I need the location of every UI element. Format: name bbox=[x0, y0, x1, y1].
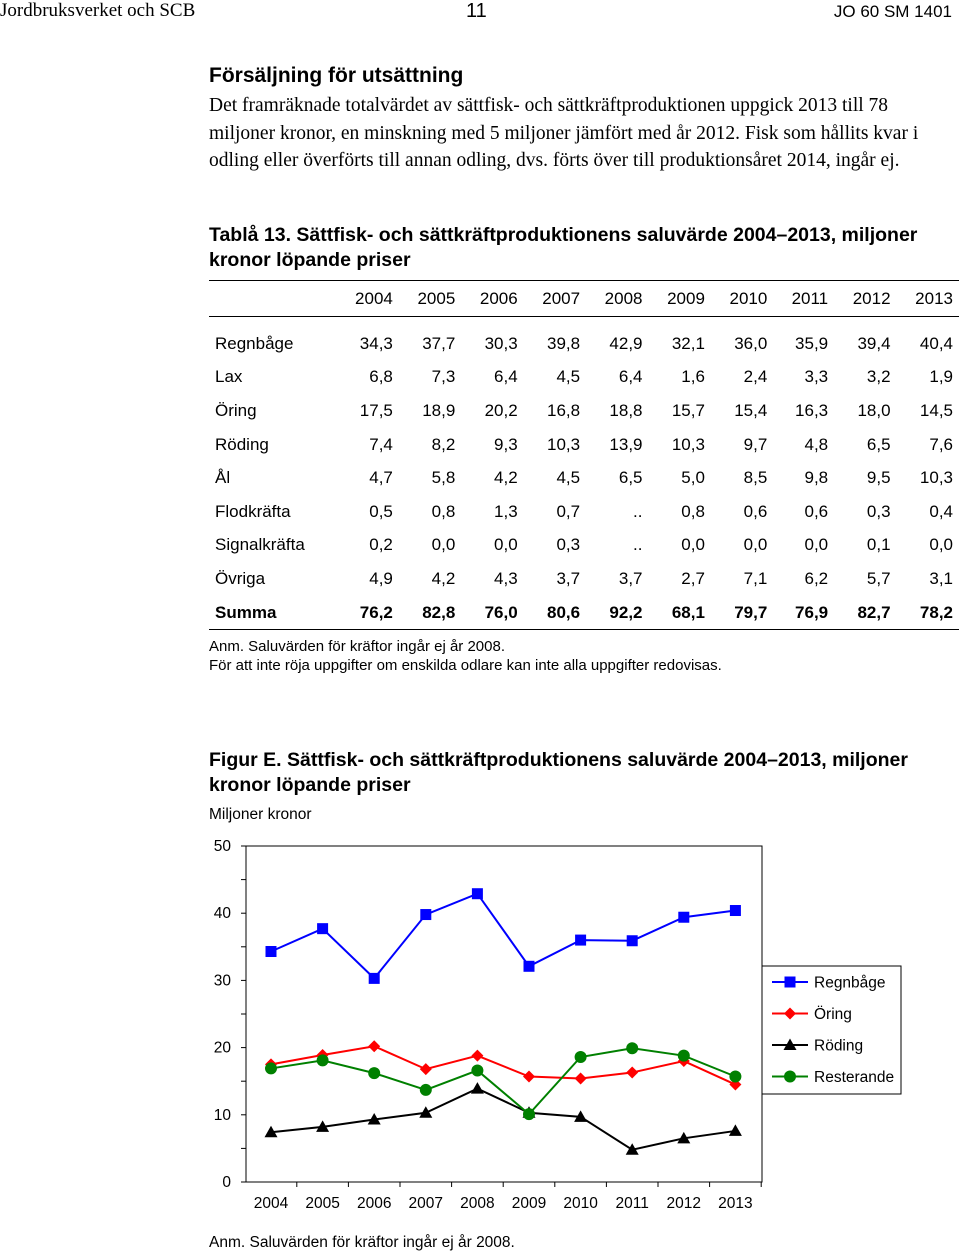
table-cell: 9,8 bbox=[804, 468, 829, 488]
legend-marker-regnbåge bbox=[785, 977, 796, 988]
table-header-year: 2005 bbox=[399, 281, 461, 317]
table-cell: 10,3 bbox=[547, 434, 581, 454]
row-label: Övriga bbox=[215, 568, 266, 588]
table-cell: .. bbox=[633, 535, 643, 555]
table-cell: 0,4 bbox=[929, 501, 953, 521]
legend-label-öring: Öring bbox=[814, 1006, 852, 1023]
table-cell: 37,7 bbox=[422, 333, 456, 353]
table-cell: 18,8 bbox=[609, 400, 643, 420]
table-cell: 5,0 bbox=[681, 468, 705, 488]
table-cell: 6,5 bbox=[866, 434, 891, 454]
row-label: Röding bbox=[215, 434, 269, 454]
table-cell: 9,3 bbox=[494, 434, 518, 454]
table-cell: 6,5 bbox=[618, 468, 643, 488]
x-tick-label: 2007 bbox=[408, 1195, 444, 1212]
y-axis-unit: Miljoner kronor bbox=[209, 806, 312, 823]
data-point-regnbåge bbox=[627, 935, 638, 946]
data-point-öring bbox=[420, 1063, 432, 1075]
table-cell: 30,3 bbox=[484, 333, 518, 353]
table-cell: 4,8 bbox=[804, 434, 829, 454]
table-cell: 4,9 bbox=[369, 568, 393, 588]
table-cell: 3,7 bbox=[618, 568, 643, 588]
table-cell: 39,8 bbox=[547, 333, 581, 353]
data-point-regnbåge bbox=[369, 973, 380, 984]
x-tick-label: 2013 bbox=[718, 1195, 753, 1212]
data-point-röding bbox=[471, 1082, 484, 1094]
row-label: Regnbåge bbox=[215, 333, 294, 353]
table-cell: 6,2 bbox=[804, 568, 829, 588]
table-cell: 4,5 bbox=[556, 468, 581, 488]
data-point-öring bbox=[471, 1050, 483, 1062]
row-label: Ål bbox=[215, 468, 231, 488]
data-point-resterande bbox=[471, 1064, 483, 1076]
table-note-1: Anm. Saluvärden för kräftor ingår ej år 2008. bbox=[209, 638, 505, 655]
table-cell: 36,0 bbox=[734, 333, 768, 353]
data-point-resterande bbox=[626, 1042, 638, 1054]
y-tick-label: 30 bbox=[213, 972, 231, 990]
table-cell: 14,5 bbox=[919, 400, 953, 420]
legend-label-röding: Röding bbox=[814, 1037, 864, 1055]
data-point-regnbåge bbox=[730, 905, 741, 916]
data-point-resterande bbox=[265, 1062, 277, 1074]
table-cell: 18,9 bbox=[422, 400, 456, 420]
row-label: Lax bbox=[215, 367, 243, 387]
table-cell: 20,2 bbox=[484, 400, 518, 420]
table-cell: 0,0 bbox=[431, 535, 456, 555]
table-header-year: 2013 bbox=[897, 281, 959, 317]
x-tick-label: 2010 bbox=[563, 1195, 598, 1212]
table-cell: 0,0 bbox=[929, 535, 953, 555]
legend-marker-resterande bbox=[784, 1071, 796, 1083]
series-line-röding bbox=[271, 1089, 735, 1150]
data-point-resterande bbox=[678, 1050, 690, 1062]
table-cell: .. bbox=[633, 501, 643, 521]
table-cell: 4,2 bbox=[494, 468, 518, 488]
data-point-öring bbox=[368, 1040, 380, 1052]
row-label: Signalkräfta bbox=[215, 535, 305, 555]
table-header-year: 2011 bbox=[773, 281, 834, 317]
table-header-year: 2009 bbox=[649, 281, 711, 317]
y-tick-label: 40 bbox=[213, 905, 231, 923]
table-cell: 78,2 bbox=[897, 596, 959, 630]
table-cell: 3,7 bbox=[556, 568, 581, 588]
x-tick-label: 2005 bbox=[305, 1195, 340, 1212]
row-label: Flodkräfta bbox=[215, 501, 291, 521]
table-cell: 0,0 bbox=[681, 535, 705, 555]
legend-label-resterande: Resterande bbox=[814, 1069, 895, 1086]
x-tick-label: 2006 bbox=[356, 1195, 392, 1212]
table-cell: 6,8 bbox=[369, 367, 393, 387]
row-label: Öring bbox=[215, 400, 257, 420]
page-number: 11 bbox=[466, 0, 487, 22]
data-point-regnbåge bbox=[524, 961, 535, 972]
table-cell: 7,3 bbox=[431, 367, 456, 387]
table-header-year: 2004 bbox=[336, 281, 398, 317]
table-cell: 16,3 bbox=[795, 400, 829, 420]
figure-footnote: Anm. Saluvärden för kräftor ingår ej år 2008. bbox=[209, 1234, 515, 1251]
table-note-2: För att inte röja uppgifter om enskilda odlare kan inte alla uppgifter redovisas. bbox=[209, 657, 722, 674]
data-point-öring bbox=[523, 1070, 535, 1082]
table-cell: 40,4 bbox=[919, 333, 953, 353]
table-cell: 0,8 bbox=[681, 501, 705, 521]
table-cell: 0,6 bbox=[743, 501, 768, 521]
table-cell: 7,6 bbox=[929, 434, 953, 454]
data-point-röding bbox=[419, 1106, 432, 1118]
series-line-regnbåge bbox=[271, 894, 735, 979]
table-cell: 7,4 bbox=[369, 434, 393, 454]
table-header-year: 2012 bbox=[834, 281, 896, 317]
table-cell: 5,8 bbox=[431, 468, 456, 488]
table-cell: 18,0 bbox=[857, 400, 891, 420]
y-tick-label: 50 bbox=[213, 838, 231, 855]
table-cell: 79,7 bbox=[711, 596, 773, 630]
table-cell: 0,3 bbox=[556, 535, 581, 555]
table-cell: 0,0 bbox=[494, 535, 518, 555]
table-cell: 3,2 bbox=[866, 367, 891, 387]
table-cell: 82,8 bbox=[399, 596, 461, 630]
table-cell: 0,2 bbox=[369, 535, 393, 555]
figure-caption: Figur E. Sättfisk- och sättkräftproduktionens saluvärde 2004–2013, miljoner kronor löpande priser bbox=[209, 749, 908, 796]
table-cell: 1,3 bbox=[494, 501, 518, 521]
y-tick-label: 0 bbox=[222, 1174, 231, 1191]
table-cell: 6,4 bbox=[494, 367, 518, 387]
table-cell: 35,9 bbox=[795, 333, 829, 353]
data-point-resterande bbox=[729, 1070, 741, 1082]
table-cell: 6,4 bbox=[618, 367, 643, 387]
table-cell: 92,2 bbox=[586, 596, 648, 630]
table-cell: 76,9 bbox=[773, 596, 834, 630]
table-cell: 15,7 bbox=[671, 400, 705, 420]
row-label: Summa bbox=[209, 596, 336, 630]
section-title: Försäljning för utsättning bbox=[209, 64, 464, 87]
table-cell: 0,1 bbox=[866, 535, 891, 555]
data-point-resterande bbox=[368, 1067, 380, 1079]
table-cell: 15,4 bbox=[734, 400, 768, 420]
table-cell: 4,2 bbox=[431, 568, 456, 588]
y-tick-label: 10 bbox=[213, 1106, 231, 1124]
table-cell: 10,3 bbox=[919, 468, 953, 488]
table-cell: 1,6 bbox=[681, 367, 705, 387]
table-cell: 9,7 bbox=[743, 434, 768, 454]
table-cell: 7,1 bbox=[743, 568, 768, 588]
x-tick-label: 2009 bbox=[511, 1195, 547, 1212]
table-cell: 17,5 bbox=[359, 400, 393, 420]
data-point-öring bbox=[626, 1066, 638, 1078]
table-cell: 1,9 bbox=[929, 367, 953, 387]
table-cell: 32,1 bbox=[671, 333, 705, 353]
table-cell: 0,3 bbox=[866, 501, 891, 521]
report-code: JO 60 SM 1401 bbox=[833, 2, 952, 21]
data-point-resterande bbox=[420, 1084, 432, 1096]
data-point-regnbåge bbox=[678, 912, 689, 923]
data-point-regnbåge bbox=[317, 923, 328, 934]
table-cell: 8,2 bbox=[431, 434, 456, 454]
table-cell: 4,3 bbox=[494, 568, 518, 588]
table-cell: 8,5 bbox=[743, 468, 768, 488]
table-header-year: 2008 bbox=[586, 281, 648, 317]
y-tick-label: 20 bbox=[213, 1039, 231, 1057]
data-point-regnbåge bbox=[420, 909, 431, 920]
data-point-resterande bbox=[575, 1051, 587, 1063]
table-cell: 76,0 bbox=[461, 596, 523, 630]
data-point-öring bbox=[575, 1073, 587, 1085]
data-point-regnbåge bbox=[575, 935, 586, 946]
table-cell: 0,7 bbox=[556, 501, 581, 521]
table-header-year: 2007 bbox=[524, 281, 586, 317]
table-cell: 2,4 bbox=[743, 367, 768, 387]
table-cell: 34,3 bbox=[359, 333, 393, 353]
table-cell: 82,7 bbox=[834, 596, 896, 630]
table-cell: 2,7 bbox=[681, 568, 705, 588]
table-cell: 4,7 bbox=[369, 468, 393, 488]
table-header-year: 2010 bbox=[711, 281, 773, 317]
table-cell: 16,8 bbox=[547, 400, 581, 420]
data-point-resterande bbox=[523, 1108, 535, 1120]
legend-label-regnbåge: Regnbåge bbox=[814, 974, 886, 992]
data-point-resterande bbox=[317, 1054, 329, 1066]
table-cell: 4,5 bbox=[556, 367, 581, 387]
table-caption: Tablå 13. Sättfisk- och sättkräftproduktionens saluvärde 2004–2013, miljoner kronor löpande priser bbox=[209, 224, 918, 271]
table-header-year: 2006 bbox=[461, 281, 523, 317]
x-tick-label: 2004 bbox=[253, 1195, 289, 1212]
x-tick-label: 2008 bbox=[460, 1195, 495, 1212]
report-publisher: Jordbruksverket och SCB bbox=[0, 0, 196, 21]
table-cell: 5,7 bbox=[866, 568, 891, 588]
table-cell: 0,0 bbox=[743, 535, 768, 555]
section-paragraph: Det framräknade totalvärdet av sättfisk- och sättkräftproduktionen uppgick 2013 till 78 miljoner kronor, en minskning med 5 miljoner jämfört med år 2012. Fisk som hållits kvar i odling eller överförts till annan odling, dvs. förts över till produktionsåret 2014, ingår ej. bbox=[209, 95, 919, 171]
table-cell: 3,3 bbox=[804, 367, 829, 387]
table-cell: 3,1 bbox=[929, 568, 953, 588]
series-line-resterande bbox=[271, 1048, 735, 1114]
data-point-röding bbox=[729, 1124, 742, 1136]
table-cell: 42,9 bbox=[609, 333, 643, 353]
table-cell: 80,6 bbox=[524, 596, 586, 630]
x-tick-label: 2012 bbox=[666, 1195, 702, 1212]
table-cell: 13,9 bbox=[609, 434, 643, 454]
table-cell: 0,6 bbox=[804, 501, 829, 521]
data-point-regnbåge bbox=[472, 888, 483, 899]
table-cell: 10,3 bbox=[671, 434, 705, 454]
data-point-regnbåge bbox=[266, 946, 277, 957]
table-cell: 68,1 bbox=[649, 596, 711, 630]
table-cell: 0,8 bbox=[431, 501, 456, 521]
x-tick-label: 2011 bbox=[615, 1195, 649, 1212]
table-cell: 9,5 bbox=[866, 468, 891, 488]
table-cell: 76,2 bbox=[336, 596, 398, 630]
table-cell: 0,0 bbox=[804, 535, 829, 555]
table-cell: 0,5 bbox=[369, 501, 393, 521]
table-cell: 39,4 bbox=[857, 333, 891, 353]
